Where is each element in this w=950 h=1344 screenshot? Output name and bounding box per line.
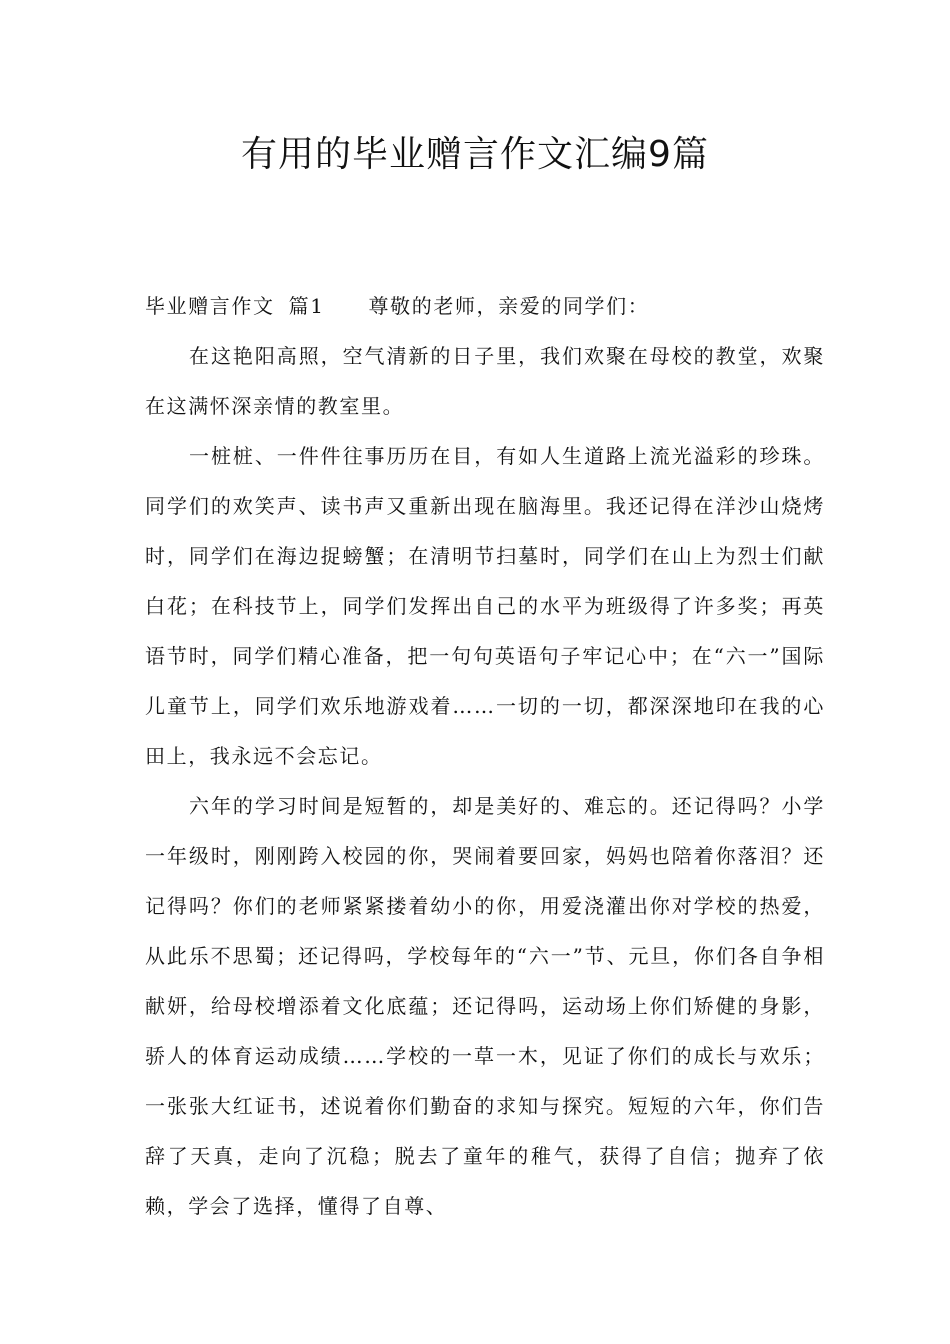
salutation: 尊敬的老师，亲爱的同学们：	[368, 294, 650, 318]
paragraph-3: 六年的学习时间是短暂的，却是美好的、难忘的。还记得吗？小学一年级时，刚刚跨入校园的你，哭闹着要回家，妈妈也陪着你落泪？还记得吗？你们的老师紧紧搂着幼小的你，用爱浇灌出你对学校的热爱，从此乐不思蜀；还记得吗，学校每年的“六一”节、元旦，你们各自争相献妍，给母校增添着文化底蕴；还记得吗，运动场上你们矫健的身影，骄人的体育运动成绩……学校的一草一木，见证了你们的成长与欢乐；一张张大红证书，述说着你们勤奋的求知与探究。短短的六年，你们告辞了天真，走向了沉稳；脱去了童年的稚气，获得了自信；抛弃了依赖，学会了选择，懂得了自尊、	[145, 794, 825, 1218]
page-title: 有用的毕业赠言作文汇编9篇	[241, 134, 709, 175]
paragraph-2: 一桩桩、一件件往事历历在目，有如人生道路上流光溢彩的珍珠。同学们的欢笑声、读书声又重新出现在脑海里。我还记得在洋沙山烧烤时，同学们在海边捉螃蟹；在清明节扫墓时，同学们在山上为烈士们献白花；在科技节上，同学们发挥出自己的水平为班级得了许多奖；再英语节时，同学们精心准备，把一句句英语句子牢记心中；在“六一”国际儿童节上，同学们欢乐地游戏着……一切的一切，都深深地印在我的心田上，我永远不会忘记。	[145, 444, 825, 768]
section-heading-line	[145, 281, 825, 331]
section-number: 篇1	[288, 294, 325, 318]
section-label: 毕业赠言作文	[145, 294, 275, 318]
paragraph-1: 在这艳阳高照，空气清新的日子里，我们欢聚在母校的教堂，欢聚在这满怀深亲情的教室里。	[145, 344, 825, 418]
document-body	[145, 281, 825, 1231]
